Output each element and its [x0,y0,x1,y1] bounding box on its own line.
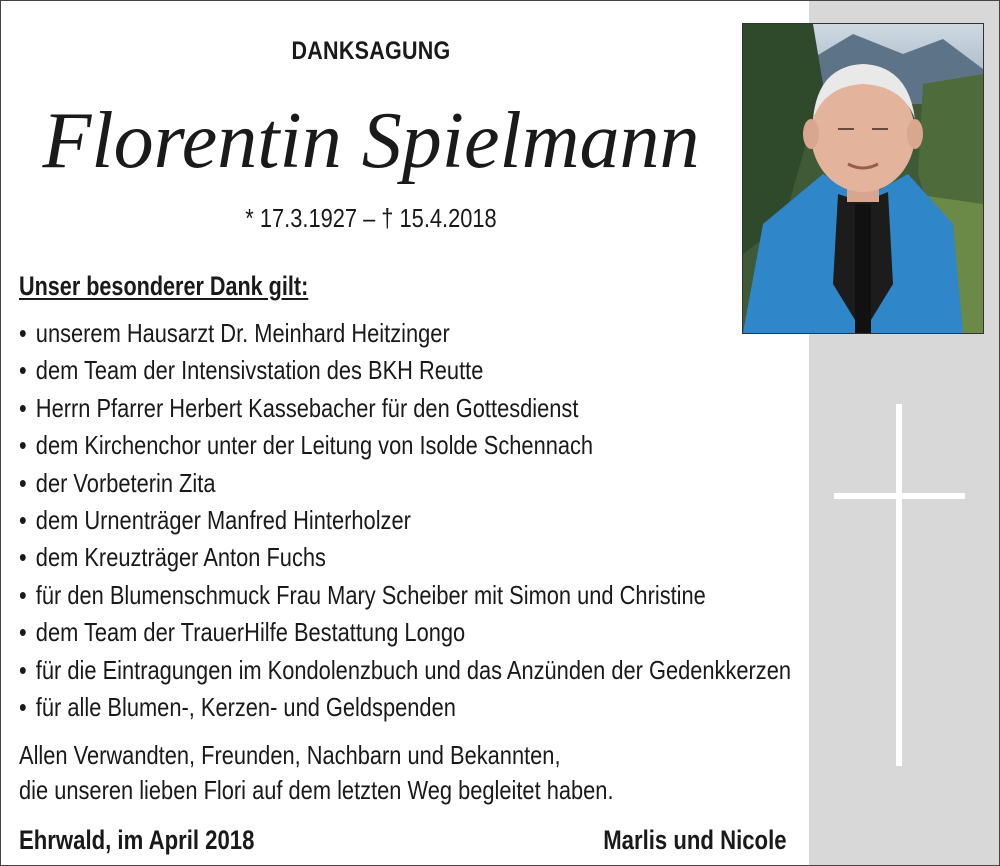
list-item-text: dem Kirchenchor unter der Leitung von Isolde Schennach [35,430,594,461]
closing-line: die unseren lieben Flori auf dem letzten Weg begleitet haben. [19,775,614,805]
list-item [19,652,791,689]
thanks-list [19,315,938,726]
list-item-text: unserem Hausarzt Dr. Meinhard Heitzinger [35,318,450,348]
list-item-text: für die Eintragungen im Kondolenzbuch und das Anzünden der Gedenkkerzen [35,654,792,685]
list-item [19,539,791,576]
thanks-heading: Unser besonderer Dank gilt: [19,271,309,301]
list-item-text: dem Kreuzträger Anton Fuchs [35,542,326,573]
bullet-icon: • [19,654,27,685]
closing-line: Allen Verwandten, Freunden, Nachbarn und Bekannten, [19,740,561,770]
list-item [19,689,791,726]
list-item-text: für den Blumenschmuck Frau Mary Scheiber mit Simon und Christine [35,579,706,610]
list-item-text: dem Team der TrauerHilfe Bestattung Longo [35,617,466,648]
list-item-text: Herrn Pfarrer Herbert Kassebacher für den Gottesdienst [35,392,579,423]
list-item [19,315,791,352]
list-item [19,390,791,427]
bullet-icon: • [19,504,27,535]
list-item [19,614,791,651]
list-item [19,352,791,389]
bullet-icon: • [19,430,27,461]
bullet-icon: • [19,392,27,423]
list-item-text: dem Team der Intensivstation des BKH Reutte [35,355,484,386]
list-item [19,427,791,464]
bullet-icon: • [19,467,27,498]
signers: Marlis und Nicole [603,825,787,855]
list-item-text: für alle Blumen-, Kerzen- und Geldspenden [35,691,456,722]
list-item-text: der Vorbeterin Zita [35,467,216,498]
notice-heading: DANKSAGUNG [291,37,451,65]
bullet-icon: • [19,691,27,722]
portrait-illustration [743,24,983,333]
bullet-icon: • [19,617,27,648]
closing-text [19,738,614,808]
portrait-photo [742,23,984,334]
life-dates: * 17.3.1927 – † 15.4.2018 [245,203,497,233]
list-item-text: dem Urnenträger Manfred Hinterholzer [35,504,411,535]
deceased-name: Florentin Spielmann [42,97,700,185]
bullet-icon: • [19,579,27,610]
list-item [19,502,791,539]
place-date: Ehrwald, im April 2018 [19,825,255,855]
list-item [19,577,791,614]
bullet-icon: • [19,542,27,573]
list-item [19,465,791,502]
bullet-icon: • [19,318,27,348]
bullet-icon: • [19,355,27,386]
